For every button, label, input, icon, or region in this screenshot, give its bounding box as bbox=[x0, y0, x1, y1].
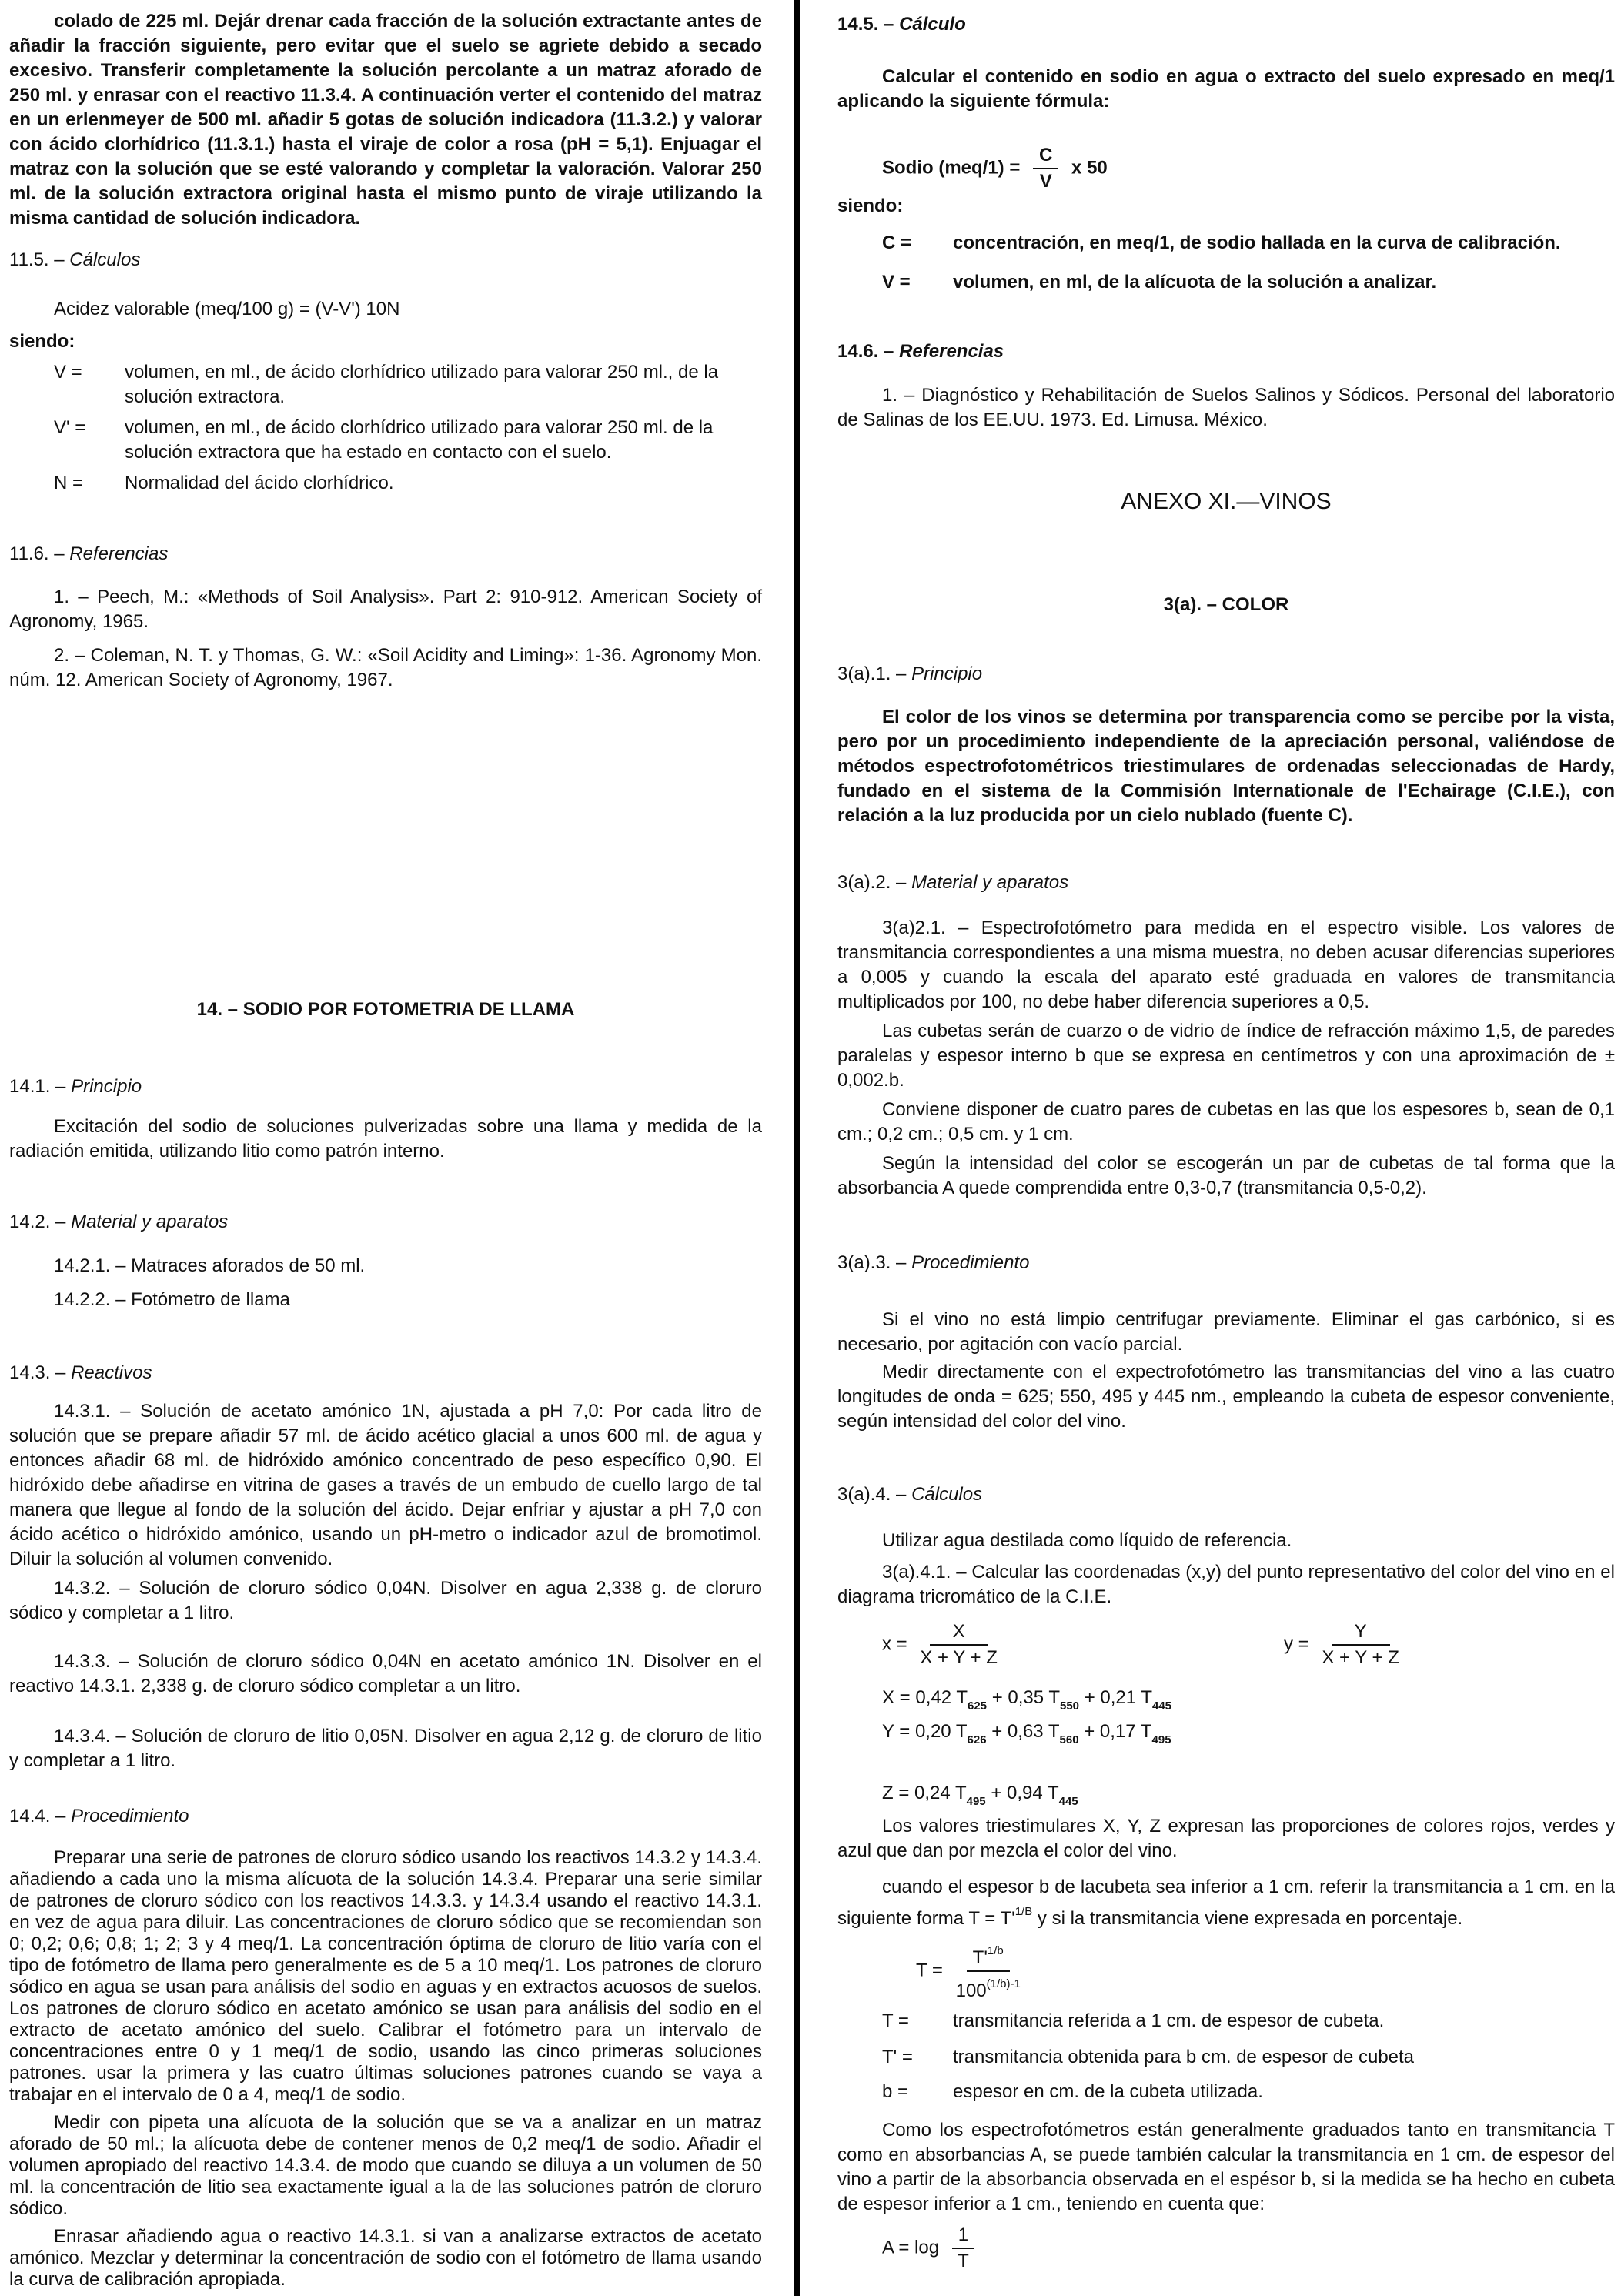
siendo-label: siendo: bbox=[9, 331, 75, 352]
term: + 0,63 T bbox=[991, 1721, 1060, 1742]
section-number: 14.3. – bbox=[9, 1362, 66, 1383]
formula-lhs: A = log bbox=[882, 2237, 940, 2258]
formula-lhs: Y = bbox=[882, 1721, 911, 1742]
definition-text: Normalidad del ácido clorhídrico. bbox=[125, 473, 394, 493]
numerator bbox=[967, 1939, 1010, 1972]
definition-n bbox=[9, 471, 762, 542]
subscript: 445 bbox=[1058, 1795, 1078, 1808]
paragraph-3a-1: El color de los vinos se determina por transparencia como se percibe por la vista, pero por un procedimiento independiente de la apreciación personal, valiéndose de métodos espectrofotométricos triestimulares de ordenadas seleccionadas de Hardy, fundado en el sistema de la Commisión Internationale de l'Echairage (C.I.E.), con relación a la luz producida por un cielo nublado (fuente C). bbox=[837, 707, 1615, 826]
section-heading-14-6 bbox=[837, 339, 1615, 383]
definition-text: transmitancia obtenida para b cm. de espesor de cubeta bbox=[953, 2047, 1415, 2067]
paragraph-14-4-a: Preparar una serie de patrones de cloruro sódico usando los reactivos 14.3.2 y 14.3.4. añadiendo a cada uno la misma alícuota de la solución 14.3.4. Preparar una serie similar de patrones de cloruro sódico con los reactivos 14.3.3. y 14.3.4 usando el reactivo 14.3.1. en vez de agua para diluir. Las concentraciones de cloruro sódico que se recomiendan son 0; 0,2; 0,6; 0,8; 1; 2; 3 y 4 meq/1. La concentración óptima de cloruro de litio varía con el tipo de fotómetro de llama pero generalmente es de 5 a 10 meq/1. Los patrones de cloruro sódico en agua se usan para análisis del sodio en aguas y en extractos acuosos de suelos. Los patrones de cloruro sódico en acetato amónico se usan para análisis del sodio en el extracto de acetato amónico del suelo. Calibrar el fotómetro para un intervalo de concentraciones entre 0 y 1 meq/1 de sodio, usando las cinco primeras soluciones patrones. usar la primera y las cuatro últimas soluciones patrones cuando se vaya a trabajar en el intervalo de 0 a 4, meq/1 de sodio. bbox=[9, 1847, 762, 2105]
denominator: X + Y + Z bbox=[920, 1647, 998, 1668]
numerator-base: T' bbox=[972, 1947, 988, 1968]
subscript: 626 bbox=[967, 1733, 987, 1746]
y-coordinate-formula bbox=[1284, 1619, 1407, 1686]
right-column bbox=[837, 12, 1615, 2274]
denominator: T bbox=[958, 2251, 969, 2271]
paragraph-14-3-3: 14.3.3. – Solución de cloruro sódico 0,04N en acetato amónico 1N. Disolver en el reactivo 14.3.1. 2,338 g. de cloruro sódico completar a un litro. bbox=[9, 1651, 762, 1696]
section-title: Reactivos bbox=[71, 1362, 152, 1383]
fraction bbox=[920, 1619, 998, 1670]
denominator-base: 100 bbox=[955, 1980, 987, 2001]
section-heading-11-6 bbox=[9, 542, 762, 585]
paragraph-3a-2-1: 3(a)2.1. – Espectrofotómetro para medida en el espectro visible. Los valores de transmitancia correspondientes a una misma muestra, no deben acusar diferencias superiores a 0,005 y cuando la escala del aparato esté graduada en valores de transmitancia multiplicados por 100, no debe haber diferencia superiores a 0,5. bbox=[837, 917, 1615, 1012]
fraction bbox=[952, 2223, 974, 2274]
term: + 0,35 T bbox=[991, 1687, 1060, 1708]
section-heading-3a-4 bbox=[837, 1482, 1615, 1529]
definition-b bbox=[837, 2080, 1615, 2118]
definition-text: volumen, en ml, de la alícuota de la solución a analizar. bbox=[953, 272, 1437, 292]
definition-v bbox=[9, 360, 762, 416]
section-title: Referencias bbox=[899, 341, 1004, 362]
numerator: X bbox=[930, 1619, 988, 1646]
fraction bbox=[1033, 143, 1058, 194]
left-column bbox=[9, 9, 762, 2291]
denominator: V bbox=[1039, 171, 1052, 192]
numerator: C bbox=[1033, 143, 1058, 169]
definition-symbol: N = bbox=[54, 473, 84, 493]
subscript: 495 bbox=[966, 1795, 986, 1808]
siendo-label: siendo: bbox=[837, 196, 904, 216]
item-14-2-1: 14.2.1. – Matraces aforados de 50 ml. bbox=[54, 1255, 366, 1276]
term: 0,20 T bbox=[914, 1721, 968, 1742]
annex-title: ANEXO XI.—VINOS bbox=[1121, 489, 1332, 514]
transmittance-formula bbox=[837, 1939, 1615, 2009]
section-heading-14-3 bbox=[9, 1361, 762, 1399]
section-number: 11.5. – bbox=[9, 249, 65, 270]
chapter-title-14: 14. – SODIO POR FOTOMETRIA DE LLAMA bbox=[196, 999, 575, 1020]
subscript: 625 bbox=[967, 1699, 988, 1713]
superscript: 1/b bbox=[987, 1944, 1004, 1957]
formula-lhs: Sodio (meq/1) = bbox=[882, 157, 1021, 179]
section-heading-3a-3 bbox=[837, 1251, 1615, 1308]
section-heading-14-5 bbox=[837, 12, 1615, 65]
subscript: 495 bbox=[1151, 1733, 1171, 1746]
section-number: 3(a).2. – bbox=[837, 872, 907, 893]
text: cuando el espesor b de lacubeta sea inferior a 1 cm. referir la transmitancia a 1 cm. en la siguiente forma T = T' bbox=[837, 1877, 1615, 1929]
paragraph-3a-2-2: Las cubetas serán de cuarzo o de vidrio de índice de refracción máximo 1,5, de paredes paralelas y espesor interno b que se expresa en centímetros y con una aproximación de ± 0,002.b. bbox=[837, 1021, 1615, 1091]
section-number: 3(a).1. – bbox=[837, 663, 907, 684]
definition-symbol: b = bbox=[882, 2081, 909, 2102]
definition-c bbox=[837, 231, 1615, 270]
section-heading-3a-2 bbox=[837, 871, 1615, 916]
definition-symbol: T' = bbox=[882, 2047, 913, 2067]
paragraph-14-3-4: 14.3.4. – Solución de cloruro de litio 0,05N. Disolver en agua 2,12 g. de cloruro de litio y completar a 1 litro. bbox=[9, 1726, 762, 1771]
reference-item: 2. – Coleman, N. T. y Thomas, G. W.: «Soil Acidity and Liming»: 1-36. Agronomy Mon. núm. 12. American Society of Agronomy, 1967. bbox=[9, 645, 762, 690]
section-title: Material y aparatos bbox=[911, 872, 1069, 893]
xy-coordinate-formulas bbox=[837, 1619, 1615, 1686]
section-heading-14-1 bbox=[9, 1074, 762, 1115]
formula-lhs: y = bbox=[1284, 1633, 1309, 1655]
section-title: Principio bbox=[911, 663, 983, 684]
section-heading-11-5 bbox=[9, 248, 762, 297]
equation-x bbox=[837, 1686, 1615, 1719]
section-title: Cálculos bbox=[911, 1484, 983, 1505]
section-number: 14.5. – bbox=[837, 14, 894, 35]
definition-t bbox=[837, 2009, 1615, 2045]
section-title: Material y aparatos bbox=[71, 1211, 229, 1232]
paragraph-14-1: Excitación del sodio de soluciones pulverizadas sobre una llama y medida de la radiación emitida, utilizando litio como patrón interno. bbox=[9, 1116, 762, 1161]
definition-v bbox=[837, 270, 1615, 339]
paragraph-valores: Los valores triestimulares X, Y, Z expresan las proporciones de colores rojos, verdes y azul que dan por mezcla el color del vino. bbox=[837, 1816, 1615, 1861]
definition-symbol: V = bbox=[54, 362, 82, 383]
formula-lhs: X = bbox=[882, 1687, 911, 1708]
paragraph-intro: colado de 225 ml. Dejár drenar cada fracción de la solución extractante antes de añadir la fracción siguiente, pero evitar que el suelo se agriete debido a secado excesivo. Transferir completamente la solución percolante a un matraz aforado de 250 ml. y enrasar con el reactivo 11.3.4. A continuación verter el contenido del matraz en un erlenmeyer de 500 ml. añadir 5 gotas de solución indicadora (11.3.2.) y valorar con ácido clorhídrico (11.3.1.) hasta el viraje de color a rosa (pH = 5,1). Enjuagar el matraz con la solución que se esté valorando y completar la valoración. Valorar 250 ml. de la solución extractora original hasta el mismo punto de viraje utilizando la misma cantidad de solución indicadora. bbox=[9, 11, 762, 229]
definition-text: transmitancia referida a 1 cm. de espesor de cubeta. bbox=[953, 2010, 1385, 2031]
definition-text: volumen, en ml., de ácido clorhídrico utilizado para valorar 250 ml., de la solución extractora. bbox=[125, 362, 719, 407]
definition-symbol: T = bbox=[882, 2010, 909, 2031]
definition-text: volumen, en ml., de ácido clorhídrico utilizado para valorar 250 ml. de la solución extractora que ha estado en contacto con el suelo. bbox=[125, 417, 714, 463]
section-title: Procedimiento bbox=[71, 1806, 189, 1826]
text: y si la transmitancia viene expresada en porcentaje. bbox=[1032, 1908, 1463, 1929]
paragraph-3a-3-2: Medir directamente con el expectrofotómetro las transmitancias del vino a las cuatro longitudes de onda = 625; 550, 495 y 445 nm., empleando la cubeta de espesor conveniente, según intensidad del color del vino. bbox=[837, 1362, 1615, 1432]
item-14-2-2: 14.2.2. – Fotómetro de llama bbox=[54, 1289, 290, 1310]
section-number: 3(a).4. – bbox=[837, 1484, 907, 1505]
term: + 0,94 T bbox=[991, 1783, 1059, 1803]
absorbance-formula bbox=[837, 2223, 1615, 2274]
superscript: 1/B bbox=[1014, 1905, 1033, 1918]
equation-z bbox=[837, 1781, 1615, 1814]
denominator: X + Y + Z bbox=[1322, 1647, 1399, 1668]
section-number: 14.1. – bbox=[9, 1076, 66, 1097]
section-heading-14-4 bbox=[9, 1804, 762, 1847]
definition-v-prime bbox=[9, 416, 762, 471]
equation-y bbox=[837, 1719, 1615, 1781]
paragraph-14-3-2: 14.3.2. – Solución de cloruro sódico 0,04N. Disolver en agua 2,338 g. de cloruro sódico y completar a 1 litro. bbox=[9, 1578, 762, 1623]
reference-item: 1. – Peech, M.: «Methods of Soil Analysis». Part 2: 910-912. American Society of Agronomy, 1965. bbox=[9, 587, 762, 632]
subscript: 550 bbox=[1059, 1699, 1080, 1713]
section-heading-14-2 bbox=[9, 1210, 762, 1254]
paragraph-14-5: Calcular el contenido en sodio en agua o extracto del suelo expresado en meq/1 aplicando la siguiente fórmula: bbox=[837, 66, 1615, 112]
section-heading-3a-1 bbox=[837, 662, 1615, 705]
denominator bbox=[956, 1972, 1021, 2004]
term: + 0,21 T bbox=[1084, 1687, 1152, 1708]
superscript: (1/b)-1 bbox=[986, 1977, 1021, 1990]
formula-lhs: T = bbox=[916, 1960, 943, 1981]
section-title: Principio bbox=[71, 1076, 142, 1097]
x-coordinate-formula bbox=[882, 1619, 1284, 1686]
color-title: 3(a). – COLOR bbox=[1163, 594, 1289, 615]
paragraph-3a-3-1: Si el vino no está limpio centrifugar previamente. Eliminar el gas carbónico, si es necesario, por agitación con vacío parcial. bbox=[837, 1309, 1615, 1355]
definition-symbol: C = bbox=[882, 232, 912, 253]
definition-text: concentración, en meq/1, de sodio hallada en la curva de calibración. bbox=[953, 232, 1561, 253]
paragraph-3a-2-3: Conviene disponer de cuatro pares de cubetas en las que los espesores b, sean de 0,1 cm.; 0,2 cm.; 0,5 cm. y 1 cm. bbox=[837, 1099, 1615, 1145]
formula-lhs: x = bbox=[882, 1633, 907, 1655]
paragraph-3a-2-4: Según la intensidad del color se escogerán un par de cubetas de tal forma que la absorbancia A quede comprendida entre 0,3-0,7 (transmitancia 0,5-0,2). bbox=[837, 1153, 1615, 1198]
definition-symbol: V = bbox=[882, 272, 911, 292]
section-number: 11.6. – bbox=[9, 543, 65, 564]
paragraph-como: Como los espectrofotómetros están generalmente graduados tanto en transmitancia T como en absorbancias A, se puede también calcular la transmitancia en 1 cm. de espesor del vino a partir de la absorbancia observada en el espésor b, si la medida se ha hecho en cubeta de espesor inferior a 1 cm., teniendo en cuenta que: bbox=[837, 2120, 1615, 2214]
section-title: Cálculos bbox=[69, 249, 141, 270]
term: 0,42 T bbox=[915, 1687, 968, 1708]
numerator: 1 bbox=[952, 2223, 974, 2249]
subscript: 560 bbox=[1059, 1733, 1079, 1746]
section-title: Cálculo bbox=[899, 14, 966, 35]
fraction bbox=[1322, 1619, 1399, 1670]
definition-symbol: V' = bbox=[54, 417, 86, 438]
section-number: 14.2. – bbox=[9, 1211, 66, 1232]
paragraph-14-4-b: Medir con pipeta una alícuota de la solución que se va a analizar en un matraz aforado de 50 ml.; la alícuota debe de contener menos de 0,2 meq/1 de sodio. Añadir el volumen apropiado del reactivo 14.3.4. de modo que cuando se diluya a un volumen de 50 ml. la concentración de litio sea exactamente igual a la de las soluciones patrón de cloruro sódico. bbox=[9, 2112, 762, 2219]
definition-t-prime bbox=[837, 2045, 1615, 2080]
section-title: Procedimiento bbox=[911, 1252, 1030, 1273]
section-number: 14.4. – bbox=[9, 1806, 66, 1826]
paragraph-14-4-c: Enrasar añadiendo agua o reactivo 14.3.1. si van a analizarse extractos de acetato amónico. Mezclar y determinar la concentración de sodio con el fotómetro de llama usando la curva de calibración apropiada. bbox=[9, 2226, 762, 2290]
sodio-formula bbox=[837, 143, 1615, 194]
numerator: Y bbox=[1332, 1619, 1390, 1646]
paragraph-3a-4-0: Utilizar agua destilada como líquido de referencia. bbox=[882, 1530, 1292, 1551]
fraction bbox=[956, 1939, 1021, 2004]
paragraph-14-3-1: 14.3.1. – Solución de acetato amónico 1N, ajustada a pH 7,0: Por cada litro de solución que se prepare añadir 57 ml. de ácido acético glacial a unos 600 ml. de agua y entonces añadir 68 ml. de hidróxido amónico concentrado de peso específico 0,90. El hidróxido debe añadirse en vitrina de gases a través de un embudo de cuello largo de tal manera que llegue al fondo de la solución del ácido. Dejar enfriar y ajustar a pH 7,0 con ácido acético o hidróxido amónico, usando un pH-metro o indicador azul de bromotimol. Diluir la solución al volumen convenido. bbox=[9, 1401, 762, 1569]
paragraph-3a-4-1: 3(a).4.1. – Calcular las coordenadas (x,y) del punto representativo del color del vino en el diagrama tricromático de la C.I.E. bbox=[837, 1562, 1615, 1607]
section-title: Referencias bbox=[69, 543, 169, 564]
section-number: 3(a).3. – bbox=[837, 1252, 907, 1273]
section-number: 14.6. – bbox=[837, 341, 894, 362]
definition-text: espesor en cm. de la cubeta utilizada. bbox=[953, 2081, 1263, 2102]
column-divider bbox=[794, 0, 800, 2296]
paragraph-cuando bbox=[837, 1875, 1615, 1939]
subscript: 445 bbox=[1151, 1699, 1172, 1713]
reference-item: 1. – Diagnóstico y Rehabilitación de Suelos Salinos y Sódicos. Personal del laboratorio de Salinas de los EE.UU. 1973. Ed. Limusa. México. bbox=[837, 385, 1615, 430]
term: + 0,17 T bbox=[1084, 1721, 1152, 1742]
multiplier: x 50 bbox=[1071, 157, 1108, 179]
formula-lhs: Z = bbox=[882, 1783, 910, 1803]
acidez-formula: Acidez valorable (meq/100 g) = (V-V') 10N bbox=[54, 299, 400, 319]
term: 0,24 T bbox=[914, 1783, 967, 1803]
